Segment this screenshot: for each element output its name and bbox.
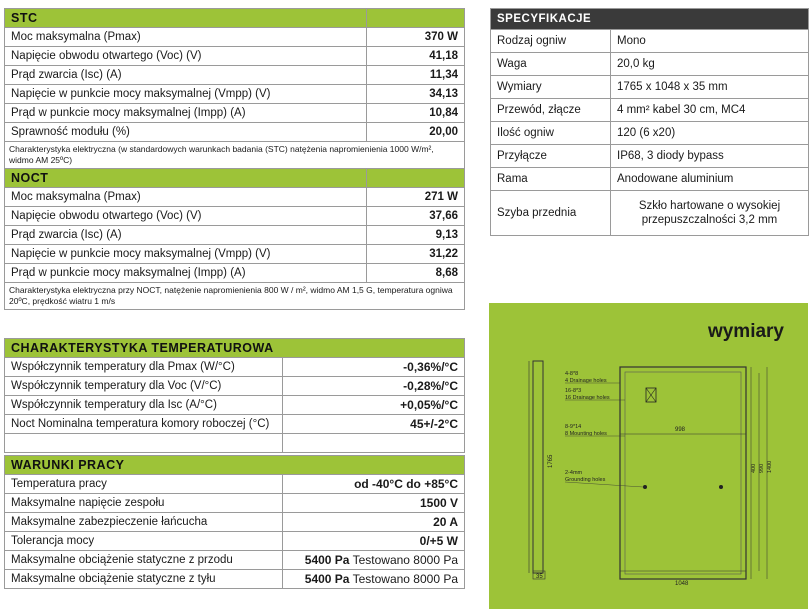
row-value [283,551,465,570]
row-value: Szkło hartowane o wysokiej przepuszczalności 3,2 mm [611,191,809,236]
table-row [5,66,465,85]
thickness-label: 35 [536,574,543,580]
row-value: 20,00 [367,123,465,142]
row-value: 8,68 [367,264,465,283]
row-label: Prąd w punkcie mocy maksymalnej (Impp) (A) [5,104,367,123]
stc-title: STC [5,9,367,28]
table-row [5,434,465,453]
row-value [283,570,465,589]
row-label: Prąd zwarcia (Isc) (A) [5,66,367,85]
load-tested: Testowano 8000 Pa [349,572,459,586]
row-label: Maksymalne napięcie zespołu [5,494,283,513]
row-value: 11,34 [367,66,465,85]
stc-note: Charakterystyka elektryczna (w standardowych warunkach badania (STC) natężenia napromienienia 1000 W/m², widmo AM 25ºC) [5,142,465,169]
row-label: Sprawność modułu (%) [5,123,367,142]
table-row [5,188,465,207]
table-row [5,532,465,551]
table-row [5,85,465,104]
table-row [5,415,465,434]
row-label: Noct Nominalna temperatura komory roboczej (°C) [5,415,283,434]
table-row [5,570,465,589]
drain-holes-desc-2: 16 Drainage holes [565,395,610,401]
row-label: Przewód, złącze [491,99,611,122]
table-row [491,145,809,168]
row-label: Tolerancja mocy [5,532,283,551]
table-row [491,168,809,191]
table-row [5,264,465,283]
spec-header [491,9,809,30]
load-tested: Testowano 8000 Pa [349,553,459,567]
table-row [491,99,809,122]
mount-holes-desc: 8 Mounting holes [565,431,607,437]
row-value: -0,28%/°C [283,377,465,396]
row-value: 9,13 [367,226,465,245]
table-row [5,475,465,494]
row-value: 37,66 [367,207,465,226]
row-label: Prąd zwarcia (Isc) (A) [5,226,367,245]
row-label: Maksymalne obciążenie statyczne z przodu [5,551,283,570]
row-label: Współczynnik temperatury dla Isc (A/°C) [5,396,283,415]
row-label: Moc maksymalna (Pmax) [5,28,367,47]
row-label: Moc maksymalna (Pmax) [5,188,367,207]
table-row [5,245,465,264]
row-label: Szyba przednia [491,191,611,236]
table-row [5,396,465,415]
noct-title: NOCT [5,169,367,188]
row-label: Współczynnik temperatury dla Pmax (W/°C) [5,358,283,377]
load-value: 5400 Pa [304,572,350,586]
row-value: 34,13 [367,85,465,104]
row-value: Anodowane aluminium [611,168,809,191]
row-label: Maksymalne zabezpieczenie łańcucha [5,513,283,532]
table-row [5,207,465,226]
table-row [5,494,465,513]
row-label: Ilość ogniw [491,122,611,145]
row-label: Prąd w punkcie mocy maksymalnej (Impp) (A) [5,264,367,283]
row-label: Waga [491,53,611,76]
row-label: Maksymalne obciążenie statyczne z tyłu [5,570,283,589]
row-value: -0,36%/°C [283,358,465,377]
temperature-table [4,338,465,453]
table-row [5,28,465,47]
table-row [5,551,465,570]
dim-a-label: 400 [751,463,757,473]
ground-hole-icon [719,485,723,489]
row-label: Wymiary [491,76,611,99]
work-header [5,456,465,475]
stc-noct-table [4,8,465,310]
mount-holes-spec: 8-9*14 [565,424,582,430]
row-label: Napięcie obwodu otwartego (Voc) (V) [5,47,367,66]
row-label: Rodzaj ogniw [491,30,611,53]
stc-header [5,9,465,28]
temperature-title: CHARAKTERYSTYKA TEMPERATUROWA [5,339,465,358]
table-row [491,30,809,53]
row-value: 31,22 [367,245,465,264]
drain-holes-spec: 4-8*8 [565,371,579,377]
dimensions-panel [489,303,808,609]
row-value: 120 (6 x20) [611,122,809,145]
row-value: 370 W [367,28,465,47]
spec-table [490,8,809,236]
row-label: Temperatura pracy [5,475,283,494]
row-value: 271 W [367,188,465,207]
row-label: Napięcie w punkcie mocy maksymalnej (Vmpp) (V) [5,245,367,264]
noct-note-row [5,283,465,310]
dimensions-title: wymiary [707,321,784,342]
row-value: 20 A [283,513,465,532]
row-label: Napięcie w punkcie mocy maksymalnej (Vmpp) (V) [5,85,367,104]
dim-c-label: 1400 [767,460,773,473]
row-value: 1765 x 1048 x 35 mm [611,76,809,99]
table-row [5,513,465,532]
row-value: 1500 V [283,494,465,513]
side-view [533,361,543,573]
spec-title: SPECYFIKACJE [491,9,809,30]
row-label: Przyłącze [491,145,611,168]
width-label: 1048 [675,581,689,587]
temperature-header [5,339,465,358]
ground-holes-desc: Grounding holes [565,477,606,483]
row-value: 41,18 [367,47,465,66]
row-value: 0/+5 W [283,532,465,551]
load-value: 5400 Pa [304,553,350,567]
row-label: Rama [491,168,611,191]
noct-header [5,169,465,188]
row-value: 20,0 kg [611,53,809,76]
front-frame [620,367,746,579]
table-row [491,53,809,76]
table-row [491,76,809,99]
drain-holes-spec-2: 16-8*3 [565,388,582,394]
table-row [5,226,465,245]
table-row [491,191,809,236]
work-title: WARUNKI PRACY [5,456,465,475]
row-value: Mono [611,30,809,53]
ground-holes-spec: 2-4mm [565,470,583,476]
row-value: 45+/-2°C [283,415,465,434]
table-row [5,123,465,142]
row-label: Współczynnik temperatury dla Voc (V/°C) [5,377,283,396]
row-value: 10,84 [367,104,465,123]
ground-hole-icon [643,485,647,489]
table-row [5,358,465,377]
height-label: 1765 [548,454,554,468]
stc-note-row [5,142,465,169]
drain-holes-desc: 4 Drainage holes [565,378,607,384]
row-label: Napięcie obwodu otwartego (Voc) (V) [5,207,367,226]
noct-note: Charakterystyka elektryczna przy NOCT, natężenie napromienienia 800 W / m², widmo AM 1,5 G, temperatura ogniwa 20ºC, prędkość wiatru 1 m/s [5,283,465,310]
row-value: +0,05%/°C [283,396,465,415]
table-row [5,47,465,66]
row-value: IP68, 3 diody bypass [611,145,809,168]
inner-width-label: 998 [675,427,686,433]
work-conditions-table [4,455,465,589]
panel-drawing [489,303,808,609]
table-row [5,377,465,396]
row-value: od -40°C do +85°C [283,475,465,494]
table-row [491,122,809,145]
table-row [5,104,465,123]
dim-b-label: 990 [759,463,765,473]
row-value: 4 mm² kabel 30 cm, MC4 [611,99,809,122]
